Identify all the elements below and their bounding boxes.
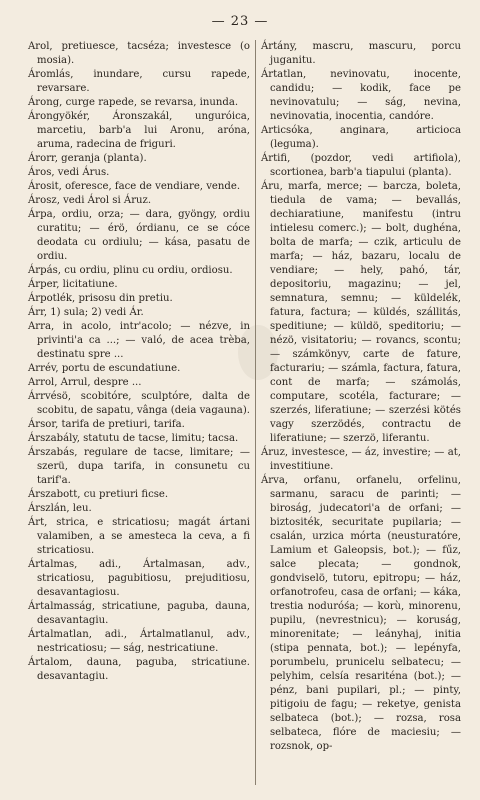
- dictionary-entry: Áros, vedi Árus.: [28, 167, 110, 178]
- dictionary-entry: Árva, orfanu, orfanelu, orfelinu, sarmanu, saracu de parinti; — biroság, judecatori'a de orfani; — biztositék, securitate pupilaria; — csalán, urzica mórta (neusturatóre, Lamium et Galeopsis, bot.); — fűz, salce plecata; — gondnok, gondviselö, tutoru, epitropu; — ház, orfanotrofeu, casa de orfani; — káka, trestia noduróśa; — korù, minorenu, pupilu, (nevrestnicu); — koruság, minorenitate; — leányhaj, initia (stipa pennata, bot.); — lepényfa, porumbelu, prunicelu selbatecu; — pelyhim, celsía resariténa (bot.); — pénz, bani pupilari, pl.; — pinty, pitigoiu de fagu; — reketye, genista selbateca (bot.); — rozsa, rosa selbateca, flóre de maciesiu; — rozsnok, op-: [261, 475, 461, 752]
- dictionary-entry: Ártalmatlan, adi., Ártalmatlanul, adv., nestricatiosu; — ság, nestricatiune.: [28, 629, 250, 654]
- dictionary-entry: Áruz, investesce, — áz, investire; — at, investitiune.: [261, 447, 461, 472]
- dictionary-entry: Ártatlan, nevinovatu, inocente, candidu; — kodik, face pe nevinovatulu; — ság, nevina, nevinovatia, inocentia, candóre.: [261, 69, 461, 122]
- dictionary-entry: Arra, in acolo, intr'acolo; — nézve, in privinti'a ca ...; — való, de acea trèba, destinatu spre ...: [28, 321, 250, 360]
- dictionary-entry: Árosit, oferesce, face de vendiare, vende.: [28, 181, 241, 192]
- dictionary-entry: Arrév, portu de escundatiune.: [28, 363, 181, 374]
- column-divider: [255, 40, 256, 785]
- dictionary-entry: Árszabott, cu pretiuri ficse.: [28, 489, 169, 500]
- dictionary-entry: Áromlás, inundare, cursu rapede, revarsare.: [28, 69, 250, 94]
- dictionary-entry: Árszabály, statutu de tacse, limitu; tacsa.: [28, 433, 239, 444]
- dictionary-entry: Árongyökér, Áronszakál, unguróica, marcetiu, barb'a lui Aronu, aróna, aruma, radecina de friguri.: [28, 111, 250, 150]
- dictionary-entry: Árorr, geranja (planta).: [28, 153, 147, 164]
- dictionary-entry: Ártány, mascru, mascuru, porcu juganitu.: [261, 41, 461, 66]
- dictionary-entry: Árr, 1) sula; 2) vedi Ár.: [28, 307, 144, 318]
- dictionary-entry: Árrvésö, scobitóre, sculptóre, dalta de scobitu, de sapatu, vânga (deia vagauna).: [28, 391, 250, 416]
- dictionary-entry: Articsóka, anginara, articioca (leguma).: [261, 125, 461, 150]
- dictionary-entry: Árper, licitatiune.: [28, 279, 118, 290]
- dictionary-entry: Árosz, vedi Árol si Áruz.: [28, 195, 152, 206]
- dictionary-entry: Ártalmas, adi., Ártalmasan, adv., stricatiosu, pagubitiosu, prejuditiosu, desavantagiosu.: [28, 559, 250, 598]
- dictionary-entry: Árt, strica, e stricatiosu; magát ártani valamiben, a se amesteca la ceva, a fi stricatiosu.: [28, 517, 250, 556]
- dictionary-entry: Árszlán, leu.: [28, 503, 92, 514]
- dictionary-entry: Árpotlék, prisosu din pretiu.: [28, 293, 173, 304]
- dictionary-entry: Arrol, Arrul, despre ...: [28, 377, 142, 388]
- dictionary-entry: Ártifi, (pozdor, vedi artifiola), scortionea, barb'a tiapului (planta).: [261, 153, 461, 178]
- dictionary-entry: Árpa, ordiu, orza; — dara, gyöngy, ordiu curatitu; — érö, órdianu, ce se cóce deodata cu ordiulu; — kása, pasatu de ordiu.: [28, 209, 250, 262]
- dictionary-entry: Ártalom, dauna, paguba, stricatiune. desavantagiu.: [28, 657, 250, 682]
- left-column: [28, 40, 250, 684]
- dictionary-entry: Árszabás, regulare de tacse, limitare; — szerü, dupa tarifa, in consunetu cu tarif'a.: [28, 447, 250, 486]
- dictionary-entry: Árong, curge rapede, se revarsa, inunda.: [28, 97, 239, 108]
- dictionary-entry: Áru, marfa, merce; — barcza, boleta, tiedula de vama; — bevallás, dechiaratiune, manifestu (intru intielesu comerc.); — bolt, dughéna, bolta de marfa; — czik, articulu de marfa; — ház, bazaru, localu de vendiare; — hely, pahó, tár, depositoriu, magazinu; — jel, semnatura, semnu; — küldelék, fatura, factura; — küldés, szállitás, speditiune; — küldö, speditoriu; — nézö, visitatoriu; — rovancs, scontu; — számkönyv, carte de fature, facturariu; — számla, factura, fatura, cont de marfa; — számolás, computare, scotéla, facturare; — szerzés, liferatiune; — szerzési kötés vagy szerzödés, contractu de liferatiune; — szerzö, liferantu.: [261, 181, 461, 444]
- right-column: [261, 40, 461, 754]
- dictionary-entry: Arol, pretiuesce, tacséza; investesce (o mosia).: [28, 41, 250, 66]
- dictionary-entry: Ársor, tarifa de pretiuri, tarifa.: [28, 419, 185, 430]
- dictionary-entry: Ártalmasság, stricatiune, paguba, dauna, desavantagiu.: [28, 601, 250, 626]
- page-number: — 23 —: [211, 14, 269, 29]
- dictionary-entry: Árpás, cu ordiu, plinu cu ordiu, ordiosu.: [28, 265, 233, 276]
